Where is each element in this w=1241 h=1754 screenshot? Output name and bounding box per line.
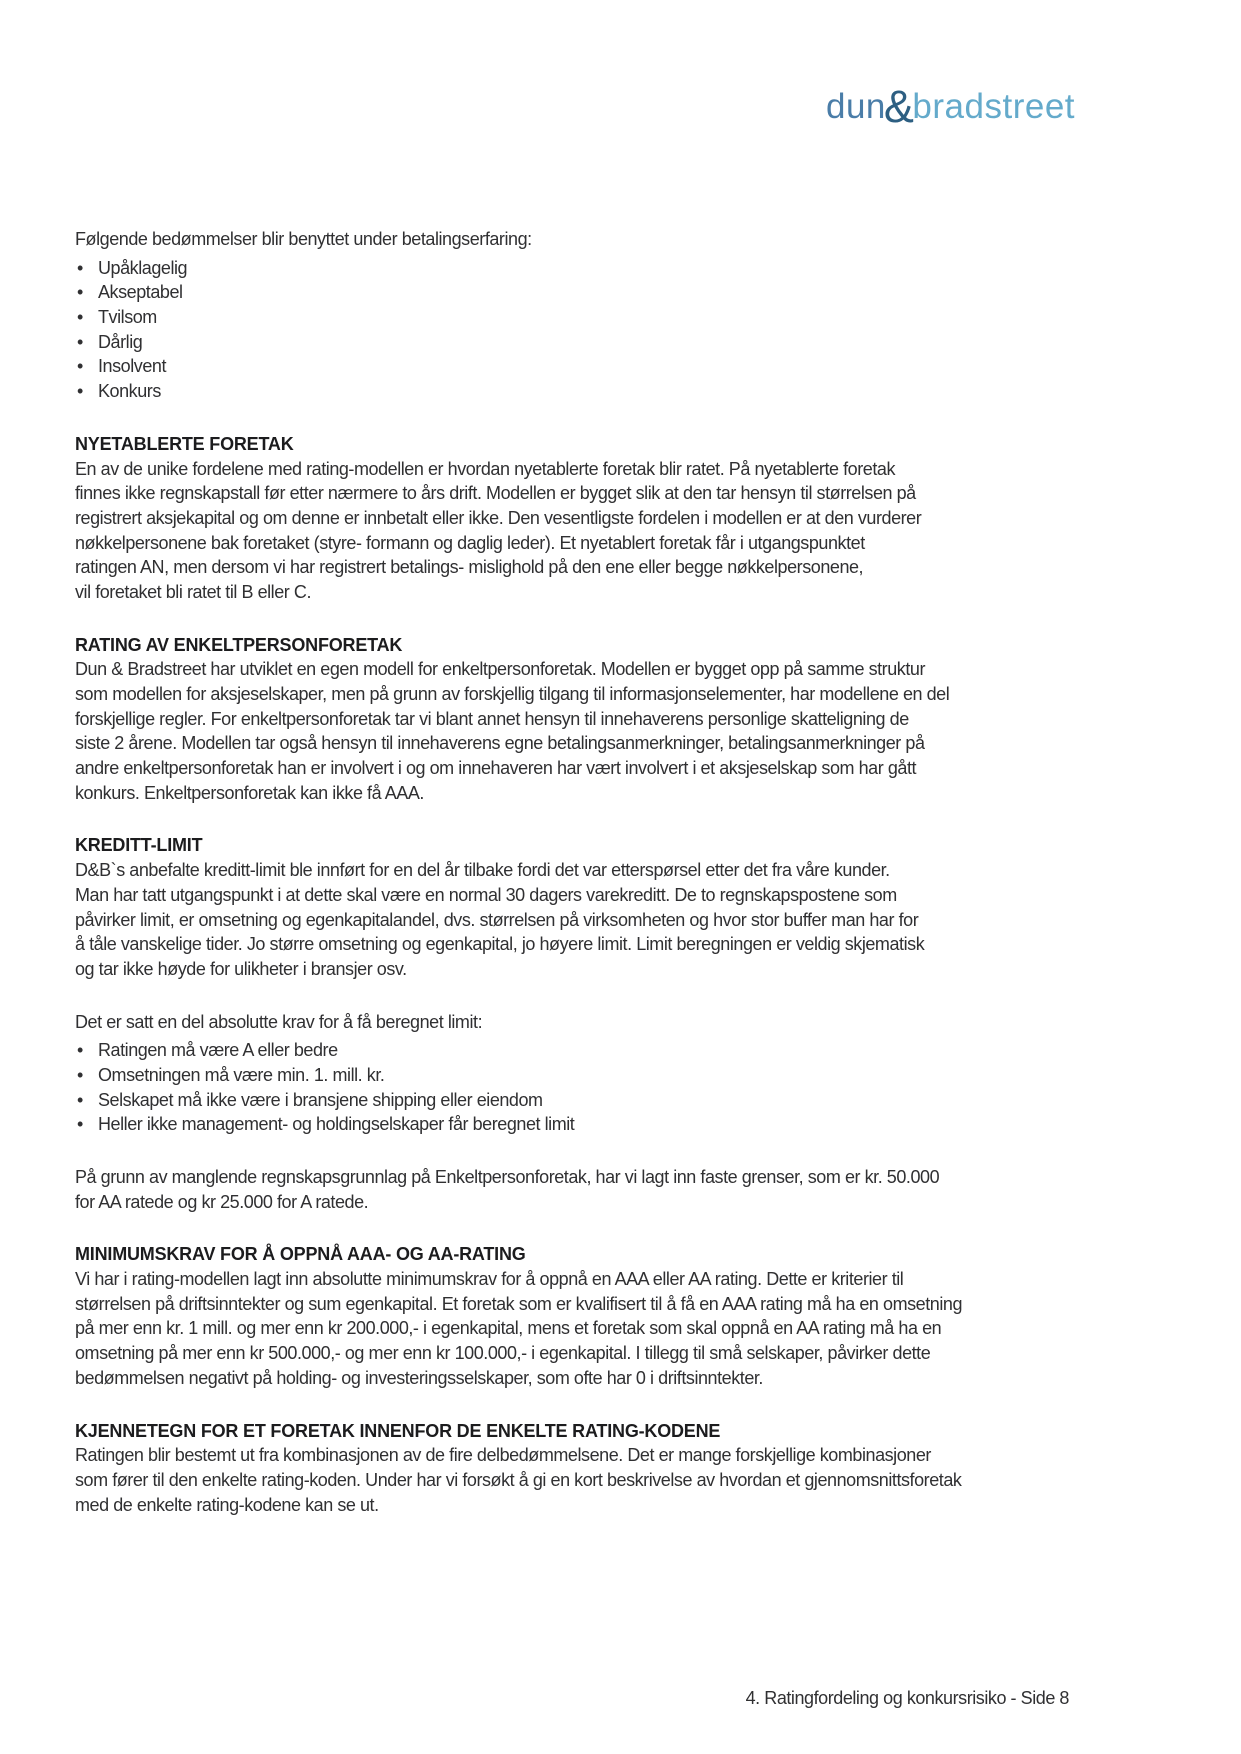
text-line: konkurs. Enkeltpersonforetak kan ikke få AAA. xyxy=(75,782,424,803)
text-line: En av de unike fordelene med rating-modellen er hvordan nyetablerte foretak blir ratet. På nyetablerte foretak xyxy=(75,458,896,479)
bullet-item: • Insolvent xyxy=(75,354,1075,379)
text-line: Følgende bedømmelser blir benyttet under betalingserfaring: xyxy=(75,229,532,249)
page-footer: 4. Ratingfordeling og konkursrisiko - Side 8 xyxy=(745,1688,1069,1708)
text-line: På grunn av manglende regnskapsgrunnlag på Enkeltpersonforetak, har vi lagt inn faste grenser, som er kr. 50.000 xyxy=(75,1167,940,1187)
logo-ampersand-icon: & xyxy=(883,81,915,132)
bullet-list xyxy=(75,256,1075,404)
bullet-item: • Tvilsom xyxy=(75,305,1075,330)
text-line: med de enkelte rating-kodene kan se ut. xyxy=(75,1494,379,1515)
text-line: som modellen for aksjeselskaper, men på grunn av forskjellig tilgang til informasjonselementer, har modellene en del xyxy=(75,684,950,704)
paragraph xyxy=(75,1165,1075,1214)
text-line: Ratingen blir bestemt ut fra kombinasjonen av de fire delbedømmelsene. Det er mange forskjellige kombinasjoner xyxy=(75,1445,931,1466)
paragraph xyxy=(75,1010,1075,1035)
paragraph xyxy=(75,1443,1075,1517)
bullet-item: • Akseptabel xyxy=(75,280,1075,305)
bullet-item: • Selskapet må ikke være i bransjene shipping eller eiendom xyxy=(75,1088,1075,1113)
text-line: nøkkelpersonene bak foretaket (styre- formann og daglig leder). Et nyetablert foretak får i utgangspunktet xyxy=(75,532,865,553)
paragraph xyxy=(75,457,1075,605)
bullet-item: • Heller ikke management- og holdingselskaper får beregnet limit xyxy=(75,1112,1075,1137)
text-line: Man har tatt utgangspunkt i at dette skal være en normal 30 dagers varekreditt. De to regnskapspostene som xyxy=(75,884,897,905)
paragraph xyxy=(75,227,1075,252)
text-line: Det er satt en del absolutte krav for å få beregnet limit: xyxy=(75,1011,483,1032)
section-heading: KJENNETEGN FOR ET FORETAK INNENFOR DE ENKELTE RATING-KODENE xyxy=(75,1420,721,1441)
text-line: andre enkeltpersonforetak han er involvert i og om innehaveren har vært involvert i et aksjeselskap som har gått xyxy=(75,758,917,779)
paragraph xyxy=(75,1267,1075,1390)
text-line: bedømmelsen negativt på holding- og investeringsselskaper, som ofte har 0 i driftsinntekter. xyxy=(75,1367,763,1388)
text-line: som fører til den enkelte rating-koden. Under har vi forsøkt å gi en kort beskrivelse av hvordan et gjennomsnittsforetak xyxy=(75,1469,962,1490)
bullet-item: • Dårlig xyxy=(75,330,1075,355)
document-content xyxy=(75,227,1075,1517)
text-line: finnes ikke regnskapstall før etter nærmere to års drift. Modellen er bygget slik at den tar hensyn til størrelsen på xyxy=(75,483,916,504)
text-line: forskjellige regler. For enkeltpersonforetak tar vi blant annet hensyn til innehaverens personlige skatteligning de xyxy=(75,708,909,729)
paragraph xyxy=(75,858,1075,981)
section-heading: MINIMUMSKRAV FOR Å OPPNÅ AAA- OG AA-RATING xyxy=(75,1244,526,1265)
bullet-list xyxy=(75,1038,1075,1137)
text-line: på mer enn kr. 1 mill. og mer enn kr 200.000,- i egenkapital, mens et foretak som skal oppnå en AA rating må ha en xyxy=(75,1318,942,1339)
logo-text-dun: dun xyxy=(826,87,886,126)
section-heading: RATING AV ENKELTPERSONFORETAK xyxy=(75,634,403,655)
text-line: Vi har i rating-modellen lagt inn absolutte minimumskrav for å oppnå en AAA eller AA rating. Dette er kriterier til xyxy=(75,1269,904,1290)
text-line: D&B`s anbefalte kreditt-limit ble innført for en del år tilbake fordi det var etterspørsel etter det fra våre kunder. xyxy=(75,860,890,881)
text-line: påvirker limit, er omsetning og egenkapitalandel, dvs. størrelsen på virksomheten og hvor stor buffer man har for xyxy=(75,909,919,930)
text-line: vil foretaket bli ratet til B eller C. xyxy=(75,581,311,602)
text-line: for AA ratede og kr 25.000 for A ratede. xyxy=(75,1191,369,1212)
bullet-item: • Ratingen må være A eller bedre xyxy=(75,1038,1075,1063)
text-line: ratingen AN, men dersom vi har registrert betalings- mislighold på den ene eller begge nøkkelpersonene, xyxy=(75,557,864,578)
paragraph xyxy=(75,657,1075,805)
text-line: og tar ikke høyde for ulikheter i bransjer osv. xyxy=(75,958,407,979)
section-heading: NYETABLERTE FORETAK xyxy=(75,433,294,454)
text-line: registrert aksjekapital og om denne er innbetalt eller ikke. Den vesentligste fordelen i modellen er at den vurderer xyxy=(75,507,922,528)
text-line: å tåle vanskelige tider. Jo større omsetning og egenkapital, jo høyere limit. Limit beregningen er veldig skjematisk xyxy=(75,934,925,955)
section-heading: KREDITT-LIMIT xyxy=(75,835,203,856)
text-line: siste 2 årene. Modellen tar også hensyn til innehaverens egne betalingsanmerkninger, betalingsanmerkninger på xyxy=(75,733,925,754)
logo-text-bradstreet: bradstreet xyxy=(912,87,1076,126)
dun-bradstreet-logo xyxy=(826,80,1076,132)
bullet-item: • Upåklagelig xyxy=(75,256,1075,281)
text-line: Dun & Bradstreet har utviklet en egen modell for enkeltpersonforetak. Modellen er bygget opp på samme struktur xyxy=(75,659,925,680)
bullet-item: • Omsetningen må være min. 1. mill. kr. xyxy=(75,1063,1075,1088)
text-line: omsetning på mer enn kr 500.000,- og mer enn kr 100.000,- i egenkapital. I tillegg til små selskaper, påvirker dette xyxy=(75,1343,931,1364)
text-line: størrelsen på driftsinntekter og sum egenkapital. Et foretak som er kvalifisert til å få en AAA rating må ha en omsetning xyxy=(75,1293,963,1314)
bullet-item: • Konkurs xyxy=(75,379,1075,404)
